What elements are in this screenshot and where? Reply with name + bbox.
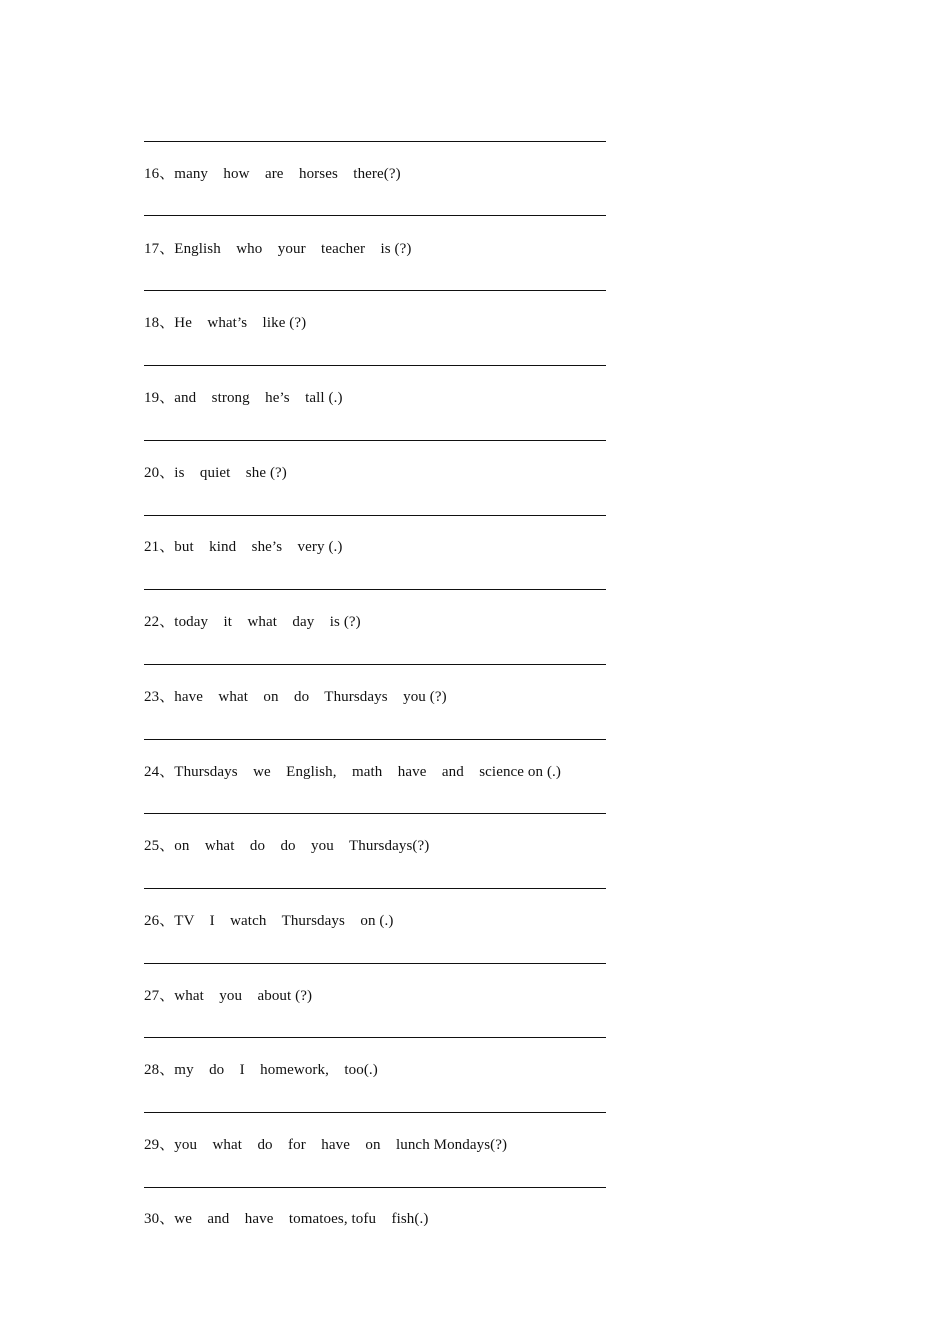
answer-line-29: [144, 1187, 606, 1188]
answer-line-15: [144, 141, 606, 142]
answer-line-18: [144, 365, 606, 366]
answer-line-26: [144, 963, 606, 964]
answer-line-20: [144, 515, 606, 516]
answer-line-25: [144, 888, 606, 889]
question-23: 23、have what on do Thursdays you (?): [144, 689, 447, 705]
question-16: 16、many how are horses there(?): [144, 166, 401, 182]
answer-line-23: [144, 739, 606, 740]
question-18: 18、He what’s like (?): [144, 315, 307, 331]
question-30: 30、we and have tomatoes, tofu fish(.): [144, 1211, 429, 1227]
question-28: 28、my do I homework, too(.): [144, 1062, 378, 1078]
question-26: 26、TV I watch Thursdays on (.): [144, 913, 394, 929]
answer-line-19: [144, 440, 606, 441]
question-17: 17、English who your teacher is (?): [144, 241, 412, 257]
question-27: 27、what you about (?): [144, 988, 313, 1004]
question-25: 25、on what do do you Thursdays(?): [144, 838, 430, 854]
answer-line-24: [144, 813, 606, 814]
question-19: 19、and strong he’s tall (.): [144, 390, 343, 406]
question-21: 21、but kind she’s very (.): [144, 539, 343, 555]
question-24: 24、Thursdays we English, math have and science on (.): [144, 764, 562, 780]
answer-line-27: [144, 1037, 606, 1038]
answer-line-16: [144, 215, 606, 216]
question-20: 20、is quiet she (?): [144, 465, 287, 481]
question-22: 22、today it what day is (?): [144, 614, 361, 630]
answer-line-17: [144, 290, 606, 291]
answer-line-22: [144, 664, 606, 665]
question-29: 29、you what do for have on lunch Mondays(?): [144, 1137, 508, 1153]
answer-line-28: [144, 1112, 606, 1113]
answer-line-21: [144, 589, 606, 590]
